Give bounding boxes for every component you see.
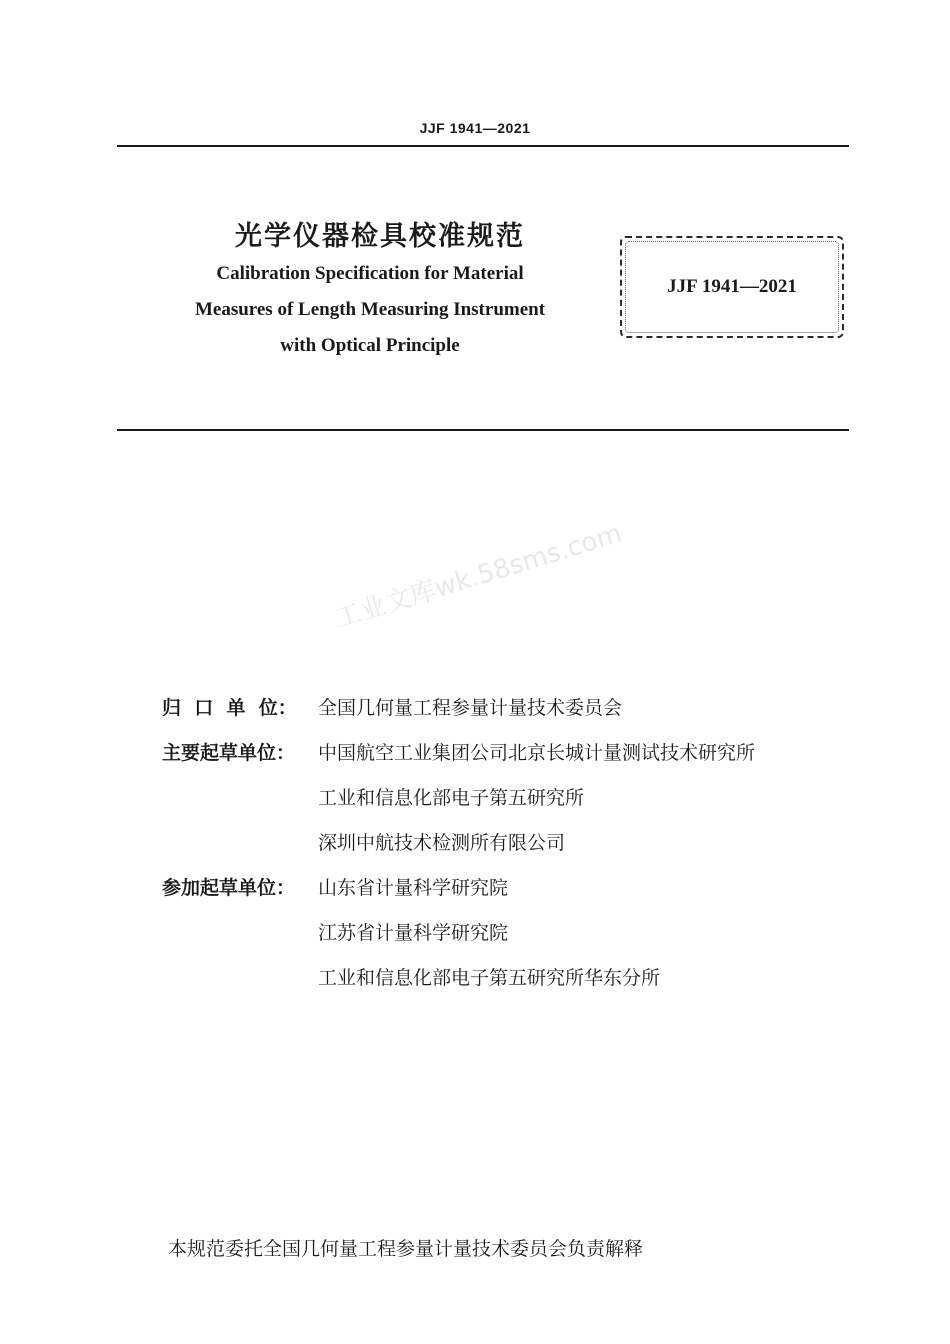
drafting-units	[162, 686, 862, 1001]
participating-drafters-row	[162, 866, 862, 1001]
document-code-header: JJF 1941—2021	[419, 120, 531, 136]
responsible-unit-row	[162, 686, 862, 731]
main-drafter-org: 工业和信息化部电子第五研究所	[318, 787, 585, 809]
interpretation-note: 本规范委托全国几何量工程参量计量技术委员会负责解释	[168, 1238, 644, 1260]
participating-drafter-org: 山东省计量科学研究院	[318, 877, 509, 899]
title-english-line-3: with Optical Principle	[280, 335, 460, 356]
watermark: 工业文库wk.58sms.com	[331, 518, 626, 635]
specification-code-box	[620, 236, 844, 338]
main-drafters-orgs	[318, 731, 862, 866]
top-divider	[117, 145, 849, 147]
responsible-unit-orgs	[318, 686, 862, 731]
participating-drafters-orgs	[318, 866, 862, 1001]
main-drafter-org: 中国航空工业集团公司北京长城计量测试技术研究所	[318, 742, 756, 764]
bottom-divider	[117, 429, 849, 431]
main-drafters-row	[162, 731, 862, 866]
title-english-line-2: Measures of Length Measuring Instrument	[194, 299, 546, 320]
specification-code: JJF 1941—2021	[667, 276, 797, 297]
participating-drafter-org: 工业和信息化部电子第五研究所华东分所	[318, 967, 661, 989]
title-block	[150, 218, 590, 364]
participating-drafters-label: 参加起草单位：	[162, 877, 296, 899]
title-chinese: 光学仪器检具校准规范	[235, 221, 525, 252]
responsible-unit-org: 全国几何量工程参量计量技术委员会	[318, 697, 623, 719]
responsible-unit-label: 归 口 单 位：	[162, 697, 297, 719]
main-drafter-org: 深圳中航技术检测所有限公司	[318, 832, 566, 854]
participating-drafter-org: 江苏省计量科学研究院	[318, 922, 509, 944]
title-english-line-1: Calibration Specification for Material	[216, 263, 524, 284]
main-drafters-label: 主要起草单位：	[162, 742, 296, 764]
